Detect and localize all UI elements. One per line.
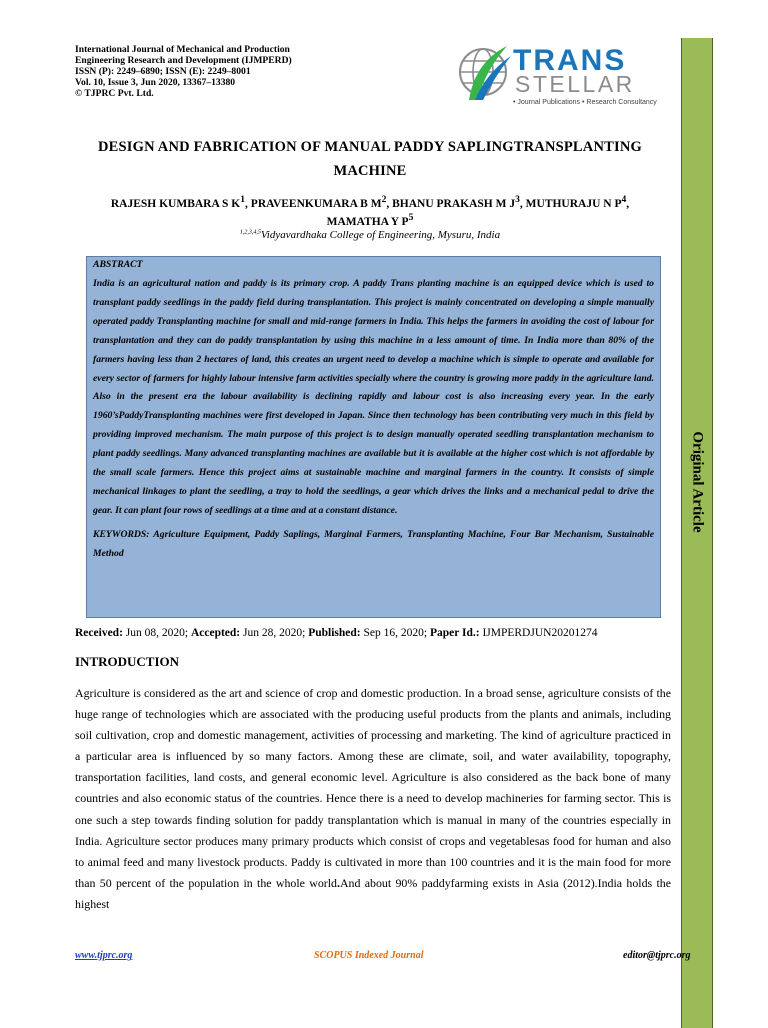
received-label: Received: [75, 627, 123, 639]
affiliation-text: Vidyavardhaka College of Engineering, Mysuru, India [260, 229, 501, 241]
publication-dates [75, 627, 597, 639]
paper-id-label: Paper Id.: [429, 627, 480, 639]
introduction-body [75, 683, 671, 915]
author-list [60, 193, 680, 229]
abstract-heading: ABSTRACT [93, 259, 143, 270]
journal-name-line2: Engineering Research and Development (IJMPERD) [75, 55, 292, 66]
accepted-label: Accepted: [190, 627, 241, 639]
journal-volume: Vol. 10, Issue 3, Jun 2020, 13367–13380 [75, 77, 236, 88]
paper-title-line2: MACHINE [333, 163, 407, 179]
author-separator: , [245, 197, 251, 210]
author-separator: , [626, 197, 630, 210]
affiliation [60, 229, 680, 241]
author-name: PRAVEENKUMARA B M [250, 197, 382, 210]
abstract-box [86, 256, 661, 618]
logo-text-trans: TRANS [513, 44, 627, 77]
author-separator: , [386, 197, 393, 210]
author-sup: 2 [381, 194, 387, 205]
abstract-body: India is an agricultural nation and paddy is its primary crop. A paddy Trans planting machine is an equipped device which is used to transplant paddy seedlings in the paddy field during transplantation. This project is mainly concentrated on developing a simple manually operated paddy Transplanting machine for small and mid-range farmers in India. This helps the farmers in avoiding the cost of labour for transplantation and they can do paddy transplantation by using this machine in a less amount of time. In India more than 80% of the farmers having less than 2 hectares of land, this creates an urgent need to develop a machine which is simple to operate and available for every sector of farmers for highly labour intensive farm activities specially where the country is growing more paddy in the agriculture land. Also in the present era the labour availability is declining rapidly and labour cost is also increasing every year. In the early 1960’sPaddyTransplanting machines were first developed in Japan. Since then technology has been contributing very much in this field by providing improved mechanism. The main purpose of this project is to design manually operated seedling transplantation mechanism to plant paddy seedlings. Many advanced transplanting machines are available but it is available at the higher cost which is not affordable by the small scale farmers. Hence this project aims at sustainable machine and marginal farmers in the country. It consists of simple mechanical linkages to plant the seedling, a tray to hold the seedlings, a gear which drives the links and a mechanical pedal to drive the gear. It can plant four rows of seedlings at a time and at a constant distance. [93, 278, 654, 516]
journal-issn: ISSN (P): 2249–6890; ISSN (E): 2249–8001 [75, 66, 251, 77]
introduction-text: Agriculture is considered as the art and science of crop and domestic production. In a broad sense, agriculture consists of the huge range of technologies which are associated with the producing useful products from the plants and animals, including soil cultivation, crop and domestic management, activities of processing and marketing. The kind of agriculture practiced in a particular area is influenced by so many factors. Among these are climate, soil, and water availability, topography, transportation facilities, land costs, and general economic level. Agriculture is also considered as the back bone of many countries and also economic status of the countries. Hence there is a need to develop machineries for farming sector. This is one such a step towards finding solution for paddy transplantation which is manual in many of the countries especially in India. Agriculture sector produces many primary products which consist of crops and vegetablesas food for human and also to animal feed and many livestock products. Paddy is cultivated in more than 100 countries and it is the main food for more than 50 percent of the population in the whole world [75, 686, 671, 890]
author-sup: 1 [240, 194, 246, 205]
footer-indexed-note: SCOPUS Indexed Journal [314, 950, 424, 961]
journal-copyright: © TJPRC Pvt. Ltd. [75, 88, 154, 99]
footer-email[interactable]: editor@tjprc.org [623, 950, 691, 961]
logo-tagline: • Journal Publications • Research Consultancy [513, 99, 657, 106]
article-type-sidebar [681, 38, 713, 1028]
introduction-text-continued: And about 90% paddyfarming exists in Asia (2012).India holds the highest [75, 875, 671, 911]
introduction-heading: INTRODUCTION [75, 654, 180, 669]
received-date: Jun 08, 2020; [122, 627, 191, 639]
globe-icon [460, 46, 511, 100]
footer-website-link[interactable]: www.tjprc.org [75, 950, 133, 961]
affiliation-sup: 1,2,3,4,5 [239, 229, 261, 236]
logo-text-stellar: STELLAR [515, 71, 635, 97]
author-sup: 4 [621, 194, 627, 205]
author-name: RAJESH KUMBARA S K [110, 197, 241, 210]
author-name: MAMATHA Y P [326, 215, 409, 228]
author-name: MUTHURAJU N P [525, 197, 622, 210]
article-type-label: Original Article [689, 431, 706, 533]
journal-header [75, 44, 292, 99]
author-sup: 3 [515, 194, 520, 205]
published-label: Published: [308, 627, 361, 639]
author-separator: , [519, 197, 526, 210]
paper-id: IJMPERDJUN20201274 [479, 627, 598, 639]
accepted-date: Jun 28, 2020; [240, 627, 309, 639]
journal-name-line1: International Journal of Mechanical and Production [75, 44, 290, 55]
paper-title [60, 135, 680, 183]
transstellar-logo [457, 42, 677, 106]
abstract-keywords: KEYWORDS: Agriculture Equipment, Paddy Saplings, Marginal Farmers, Transplanting Machine, Four Bar Mechanism, Sustainable Method [93, 528, 654, 559]
published-date: Sep 16, 2020; [360, 627, 430, 639]
author-sup: 5 [408, 211, 414, 223]
introduction-bold-period: . [336, 875, 340, 890]
paper-title-line1: DESIGN AND FABRICATION OF MANUAL PADDY SAPLINGTRANSPLANTING [97, 139, 643, 155]
author-name: BHANU PRAKASH M J [392, 197, 516, 210]
